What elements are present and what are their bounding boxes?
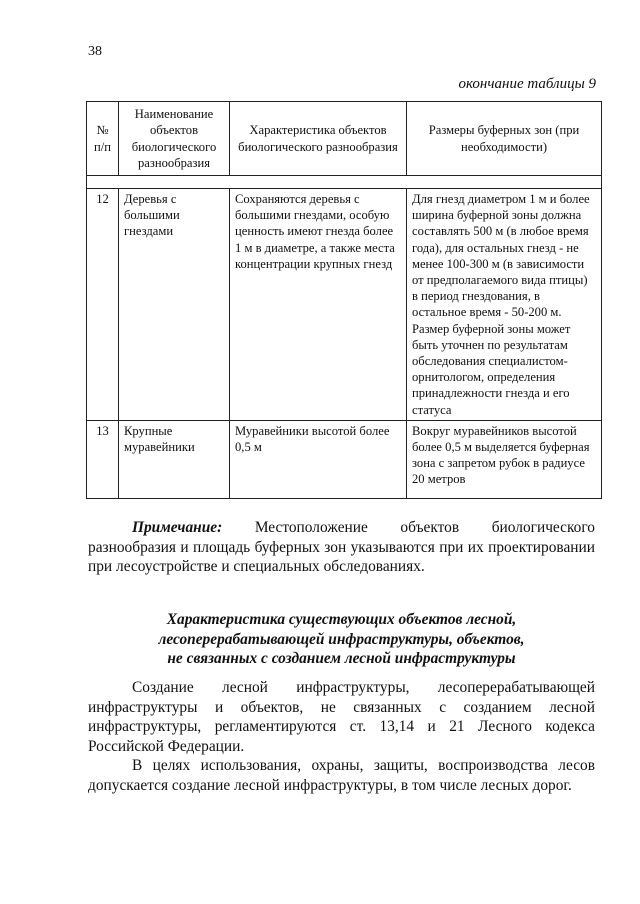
table-row bbox=[87, 189, 602, 421]
table-spacer-row bbox=[87, 176, 602, 189]
section-heading bbox=[88, 610, 595, 669]
row-characteristic: Муравейники высотой более 0,5 м bbox=[230, 420, 407, 498]
section-heading-line: лесоперерабатывающей инфраструктуры, объектов, bbox=[158, 630, 525, 648]
table-row bbox=[87, 420, 602, 498]
note-text: Местоположение объектов биологического разнообразия и площадь буферных зон указываются при их проектировании при лесоустройстве и специальных обследованиях. bbox=[88, 519, 595, 575]
section-heading-line: не связанных с созданием лесной инфраструктуры bbox=[167, 650, 516, 667]
table-header-row bbox=[87, 102, 602, 176]
biodiversity-table bbox=[86, 101, 602, 499]
header-object-name: Наименование объектов биологического разнообразия bbox=[119, 102, 230, 176]
header-buffer-size: Размеры буферных зон (при необходимости) bbox=[407, 102, 602, 176]
table-caption: окончание таблицы 9 bbox=[458, 76, 596, 92]
paragraph: В целях использования, охраны, защиты, воспроизводства лесов допускается создание лесной инфраструктуры, в том числе лесных дорог. bbox=[88, 757, 595, 794]
table-note bbox=[88, 518, 595, 577]
row-buffer-size: Вокруг муравейников высотой более 0,5 м выделяется буферная зона с запретом рубок в радиусе 20 метров bbox=[407, 420, 602, 498]
header-characteristic: Характеристика объектов биологического разнообразия bbox=[230, 102, 407, 176]
page-number: 38 bbox=[88, 44, 102, 59]
paragraph: Создание лесной инфраструктуры, лесоперерабатывающей инфраструктуры и объектов, не связанных с созданием лесной инфраструктуры, регламентируются ст. 13,14 и 21 Лесного кодекса Российской Федерации. bbox=[88, 679, 595, 755]
header-number: № п/п bbox=[87, 102, 119, 176]
row-object-name: Деревья с большими гнездами bbox=[119, 189, 230, 421]
row-characteristic: Сохраняются деревья с большими гнездами, особую ценность имеют гнезда более 1 м в диаметре, а также места концентрации крупных гнезд bbox=[230, 189, 407, 421]
section-heading-line: Характеристика существующих объектов лесной, bbox=[166, 611, 517, 628]
row-object-name: Крупные муравейники bbox=[119, 420, 230, 498]
spacer-cell bbox=[87, 176, 602, 189]
note-label: Примечание: bbox=[132, 519, 223, 536]
section-body bbox=[88, 678, 595, 795]
row-buffer-size: Для гнезд диаметром 1 м и более ширина буферной зоны должна составлять 500 м (в любое время года), для остальных гнезд - не менее 100-300 м (в зависимости от предполагаемого вида птицы) в период гнездования, в остальное время - 50-200 м. Размер буферной зоны может быть уточнен по результатам обследования специалистом-орнитологом, определения принадлежности гнезда и его статуса bbox=[407, 189, 602, 421]
row-number: 13 bbox=[87, 420, 119, 498]
row-number: 12 bbox=[87, 189, 119, 421]
